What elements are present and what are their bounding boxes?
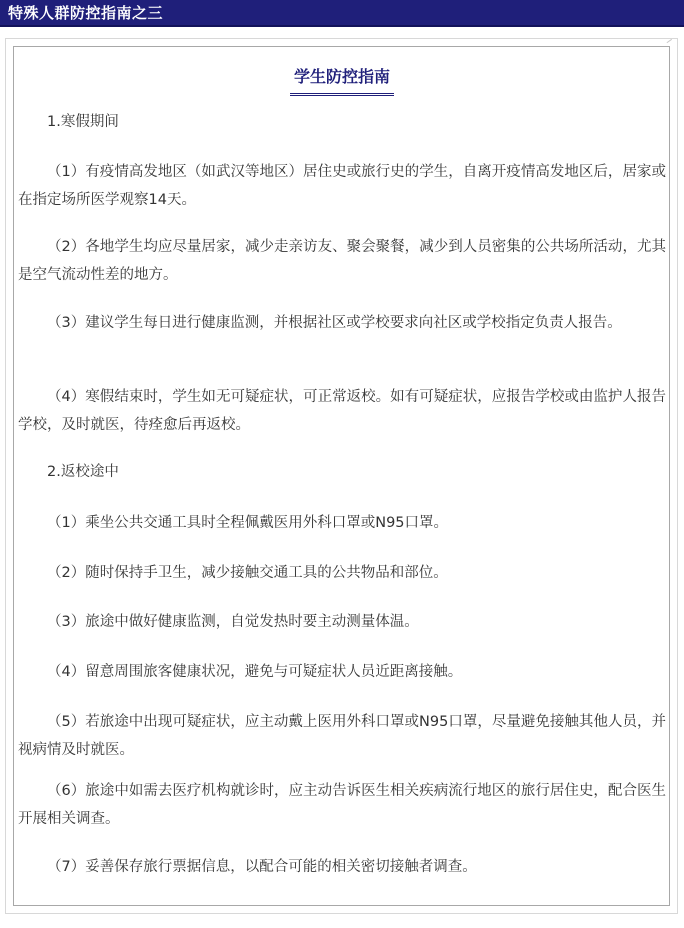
- document-title: 学生防控指南: [290, 66, 394, 96]
- list-item: （6）旅途中如需去医疗机构就诊时，应主动告诉医生相关疾病流行地区的旅行居住史，配合医生开展相关调查。: [18, 783, 666, 827]
- header-bar: [0, 0, 684, 27]
- list-item: （2）随时保持手卫生，减少接触交通工具的公共物品和部位。: [47, 565, 448, 581]
- list-item: （3）建议学生每日进行健康监测，并根据社区或学校要求向社区或学校指定负责人报告。: [47, 315, 622, 331]
- header-title: 特殊人群防控指南之三: [8, 4, 164, 22]
- list-item: （7）妥善保存旅行票据信息，以配合可能的相关密切接触者调查。: [47, 859, 477, 875]
- list-item: （1）乘坐公共交通工具时全程佩戴医用外科口罩或N95口罩。: [47, 515, 449, 531]
- list-item: （4）留意周围旅客健康状况，避免与可疑症状人员近距离接触。: [47, 664, 463, 680]
- list-item: （2）各地学生均应尽量居家，减少走亲访友、聚会聚餐，减少到人员密集的公共场所活动，尤其是空气流动性差的地方。: [18, 239, 666, 283]
- section-heading: 1.寒假期间: [47, 114, 119, 130]
- list-item: （5）若旅途中出现可疑症状，应主动戴上医用外科口罩或N95口罩，尽量避免接触其他人员，并视病情及时就医。: [18, 714, 666, 758]
- document-title-wrap: [0, 66, 684, 96]
- list-item: （4）寒假结束时，学生如无可疑症状，可正常返校。如有可疑症状，应报告学校或由监护人报告学校，及时就医，待痊愈后再返校。: [18, 389, 666, 433]
- list-item: （3）旅途中做好健康监测，自觉发热时要主动测量体温。: [47, 614, 419, 630]
- list-item: （1）有疫情高发地区（如武汉等地区）居住史或旅行史的学生，自离开疫情高发地区后，居家或在指定场所医学观察14天。: [18, 164, 666, 208]
- section-heading: 2.返校途中: [47, 464, 119, 480]
